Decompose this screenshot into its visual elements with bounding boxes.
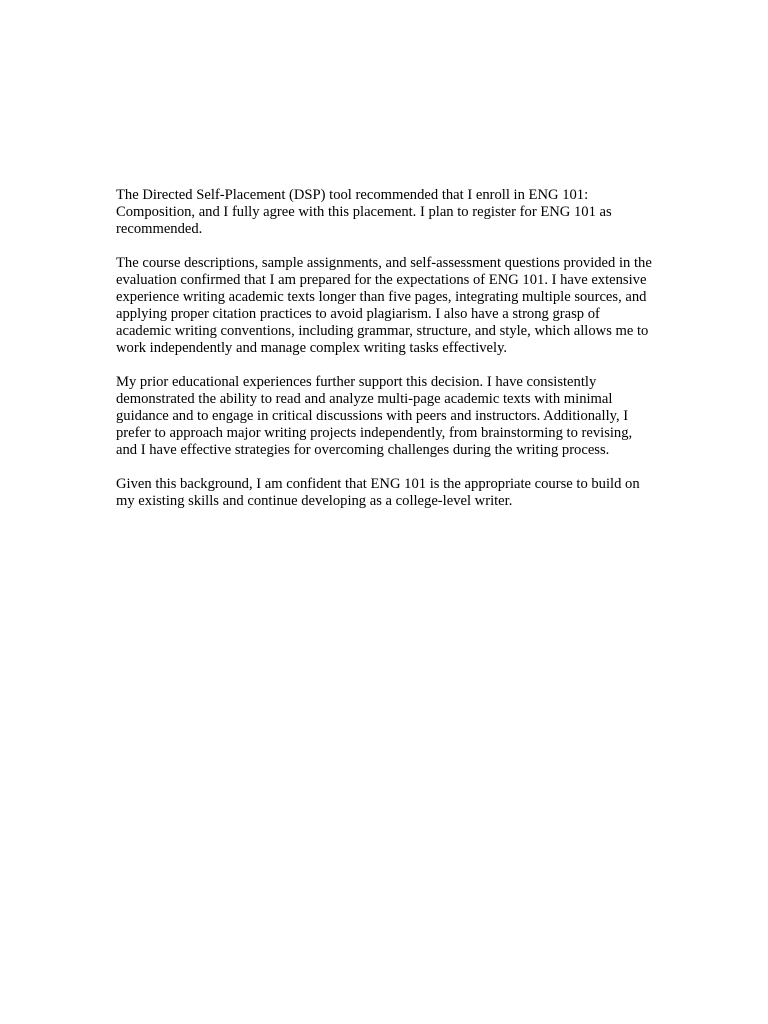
paragraph-conclusion: Given this background, I am confident that ENG 101 is the appropriate course to build on my existing skills and continue developing as a college-level writer. bbox=[116, 476, 640, 509]
paragraph-course-preparation: The course descriptions, sample assignments, and self-assessment questions provided in the evaluation confirmed that I am prepared for the expectations of ENG 101. I have extensive experience writing academic texts longer than five pages, integrating multiple sources, and applying proper citation practices to avoid plagiarism. I also have a strong grasp of academic writing conventions, including grammar, structure, and style, which allows me to work independently and manage complex writing tasks effectively. bbox=[116, 255, 652, 356]
paragraph-placement-recommendation: The Directed Self-Placement (DSP) tool recommended that I enroll in ENG 101: Composition, and I fully agree with this placement. I plan to register for ENG 101 as recommended. bbox=[116, 187, 612, 237]
paragraph-prior-experience: My prior educational experiences further support this decision. I have consistently demonstrated the ability to read and analyze multi-page academic texts with minimal guidance and to engage in critical discussions with peers and instructors. Additionally, I prefer to approach major writing projects independently, from brainstorming to revising, and I have effective strategies for overcoming challenges during the writing process. bbox=[116, 374, 633, 458]
document-body bbox=[116, 187, 656, 510]
